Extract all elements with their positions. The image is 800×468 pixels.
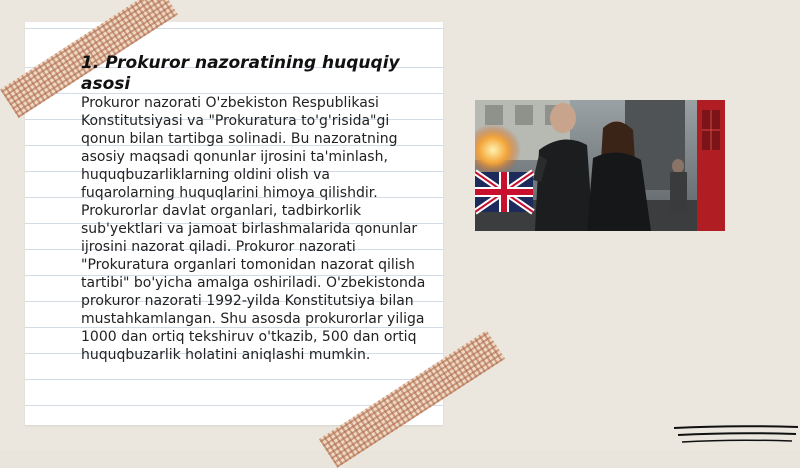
movie-still-image xyxy=(475,100,725,231)
slide-title: 1. Prokuror nazoratining huquqiy asosi xyxy=(81,53,400,94)
photo-illustration xyxy=(475,100,725,231)
slide-body-text: Prokuror nazorati O'zbekiston Respublikasi Konstitutsiyasi va "Prokuratura to'g'risida"gi qonun bilan tartibga solinadi. Bu nazoratning asosiy maqsadi qonunlar ijrosini ta'minlash, huquqbuzarliklarning oldini olish va fuqarolarning huquqlarini himoya qilishdir. Prokurorlar davlat organlari, tadbirkorlik sub'yektlari va jamoat birlashmalarida qonunlar ijrosini nazorat qiladi. Prokuror nazorati "Prokuratura organlari tomonidan nazorat qilish tartibi" bo'yicha amalga oshiriladi. O'zbekistonda prokuror nazorati 1992-yilda Konstitutsiya bilan mustahkamlangan. Shu asosda prokurorlar yiliga 1000 dan ortiq tekshiruv o'tkazib, 500 dan ortiq huquqbuzarlik holatini aniqlashi mumkin. xyxy=(81,95,426,363)
decorative-lines xyxy=(672,423,800,445)
